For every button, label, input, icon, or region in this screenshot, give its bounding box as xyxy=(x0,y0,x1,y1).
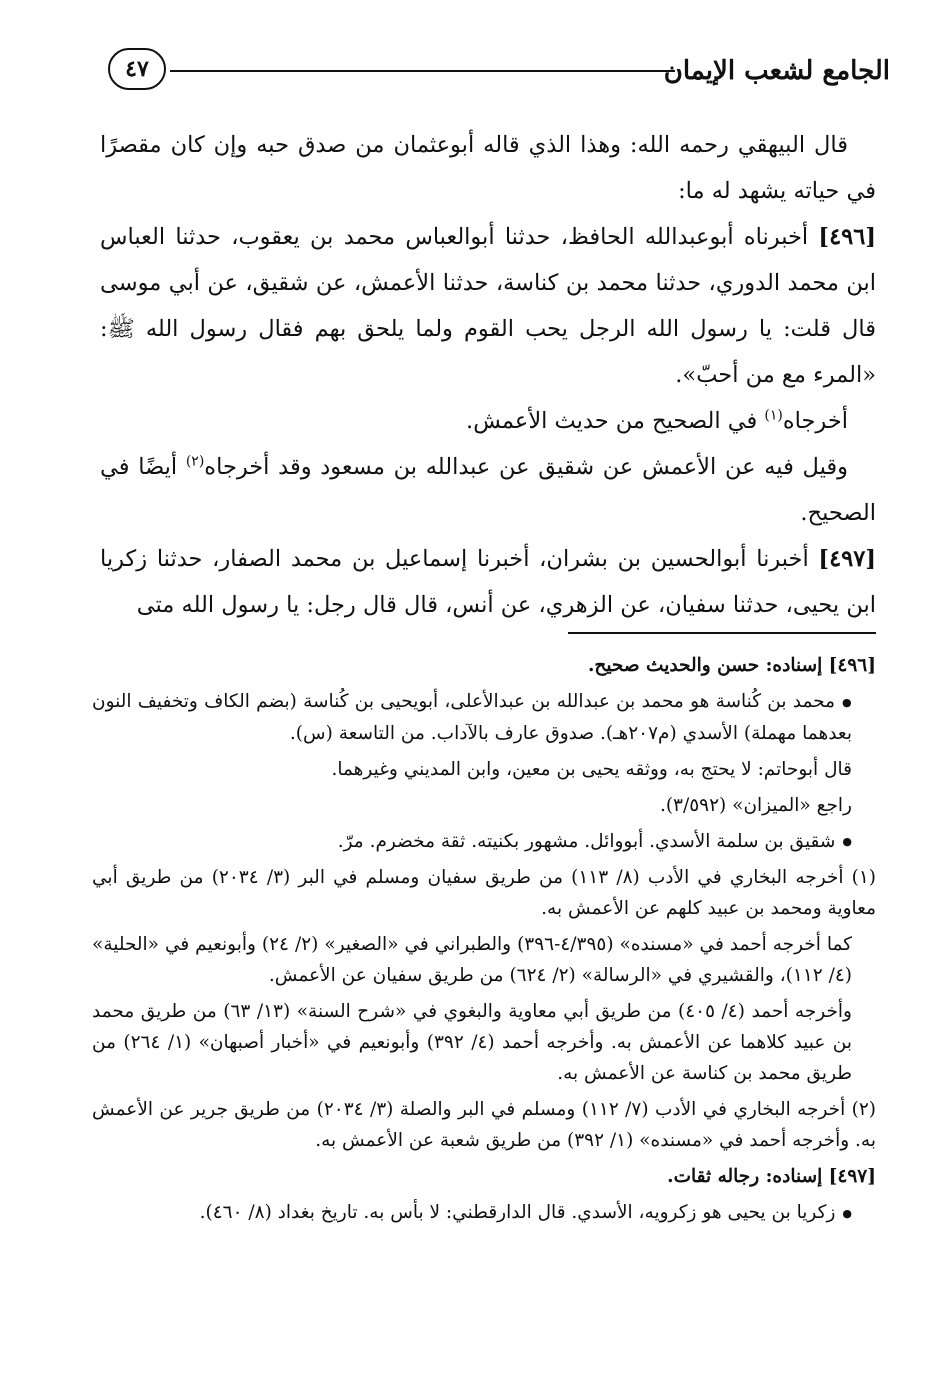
footnote-1-cont-2: وأخرجه أحمد (٤/ ٤٠٥) من طريق أبي معاوية والبغوي في «شرح السنة» (١٣/ ٦٣) من طريق محمد بن عبيد كلاهما عن الأعمش به. وأخرجه أحمد (٤/ ٣٩٢) وأبونعيم في «أخبار أصبهان» (١/ ٢٦٤) من طريق محمد بن كناسة عن الأعمش به. xyxy=(92,1001,852,1084)
note-496-heading: [٤٩٦] إسناده: حسن والحديث صحيح. xyxy=(587,655,876,676)
hadith-496 xyxy=(100,214,876,398)
note-497-narrator-1: ● زكريا بن يحيى هو زكرويه، الأسدي. قال الدارقطني: لا بأس به. تاريخ بغداد (٨/ ٤٦٠). xyxy=(92,1197,876,1229)
hadith-497 xyxy=(100,536,876,628)
note-496-narrator-2: ● شقيق بن سلمة الأسدي. أبووائل. مشهور بكنيته. ثقة مخضرم. مرّ. xyxy=(92,826,876,858)
paragraph-qil xyxy=(100,444,876,536)
main-text xyxy=(100,122,876,628)
footnote-1: (١) أخرجه البخاري في الأدب (٨/ ١١٣) من طريق سفيان ومسلم في البر (٣/ ٢٠٣٤) من طريق أبي معاوية ومحمد بن عبيد كلهم عن الأعمش به. xyxy=(92,867,877,919)
paragraph-intro: قال البيهقي رحمه الله: وهذا الذي قاله أبوعثمان من صدق حبه وإن كان مقصرًا في حياته يشهد له ما: xyxy=(100,132,876,204)
page-number: ٤٧ xyxy=(108,48,166,90)
hadith-text: أخبرنا أبوالحسين بن بشران، أخبرنا إسماعيل بن محمد الصفار، حدثنا زكريا ابن يحيى، حدثنا سفيان، عن الزهري، عن أنس، قال قال رجل: يا رسول الله متى xyxy=(100,546,876,618)
note-496-mizan: راجع «الميزان» (٣/٥٩٢). xyxy=(659,794,852,816)
qil-text-a: وقيل فيه عن الأعمش عن شقيق عن عبدالله بن مسعود وقد أخرجاه xyxy=(204,454,848,480)
note-496-abu-hatim: قال أبوحاتم: لا يحتج به، ووثقه يحيى بن معين، وابن المديني وغيرهما. xyxy=(331,758,852,780)
footnote-2: (٢) أخرجه البخاري في الأدب (٧/ ١١٢) ومسلم في البر والصلة (٣/ ٢٠٣٤) من طريق جرير عن الأعمش به. وأخرجه أحمد في «مسنده» (١/ ٣٩٢) من طريق شعبة عن الأعمش به. xyxy=(92,1099,877,1151)
takhrij-text-b: في الصحيح من حديث الأعمش. xyxy=(466,408,758,434)
takhrij-text-a: أخرجاه xyxy=(782,408,848,434)
footnotes xyxy=(92,650,876,1234)
hadith-number: [٤٩٦] xyxy=(818,224,876,250)
note-496-narrator-1: ● محمد بن كُناسة هو محمد بن عبدالله بن عبدالأعلى، أبويحيى بن كُناسة (بضم الكاف وتخفيف النون بعدهما مهملة) الأسدي (م٢٠٧هـ). صدوق عارف بالآداب. من التاسعة (س). xyxy=(92,686,876,749)
hadith-text: أخبرناه أبوعبدالله الحافظ، حدثنا أبوالعباس محمد بن يعقوب، حدثنا العباس ابن محمد الدوري، حدثنا محمد بن كناسة، حدثنا الأعمش، عن شقيق، عن أبي موسى قال قلت: يا رسول الله الرجل يحب القوم ولما يلحق بهم فقال رسول الله ﷺ: «المرء مع من أحبّ». xyxy=(100,224,876,388)
qil-text-b: أيضًا في الصحيح. xyxy=(100,454,876,526)
note-497-heading: [٤٩٧] إسناده: رجاله ثقات. xyxy=(667,1166,876,1187)
footnote-1-cont-1: كما أخرجه أحمد في «مسنده» (٤/٣٩٥-٣٩٦) والطبراني في «الصغير» (٢/ ٢٤) وأبونعيم في «الحلية» (٤/ ١١٢)، والقشيري في «الرسالة» (٢/ ٦٢٤) من طريق سفيان عن الأعمش. xyxy=(92,934,852,986)
footnote-ref-1: (١) xyxy=(764,407,783,424)
header-rule xyxy=(170,70,675,72)
running-title: الجامع لشعب الإيمان xyxy=(663,56,890,86)
paragraph-takhrij xyxy=(100,398,876,444)
hadith-number: [٤٩٧] xyxy=(818,546,876,572)
footnote-ref-2: (٢) xyxy=(185,453,205,470)
page-header xyxy=(100,38,890,98)
footnote-divider xyxy=(568,632,876,634)
